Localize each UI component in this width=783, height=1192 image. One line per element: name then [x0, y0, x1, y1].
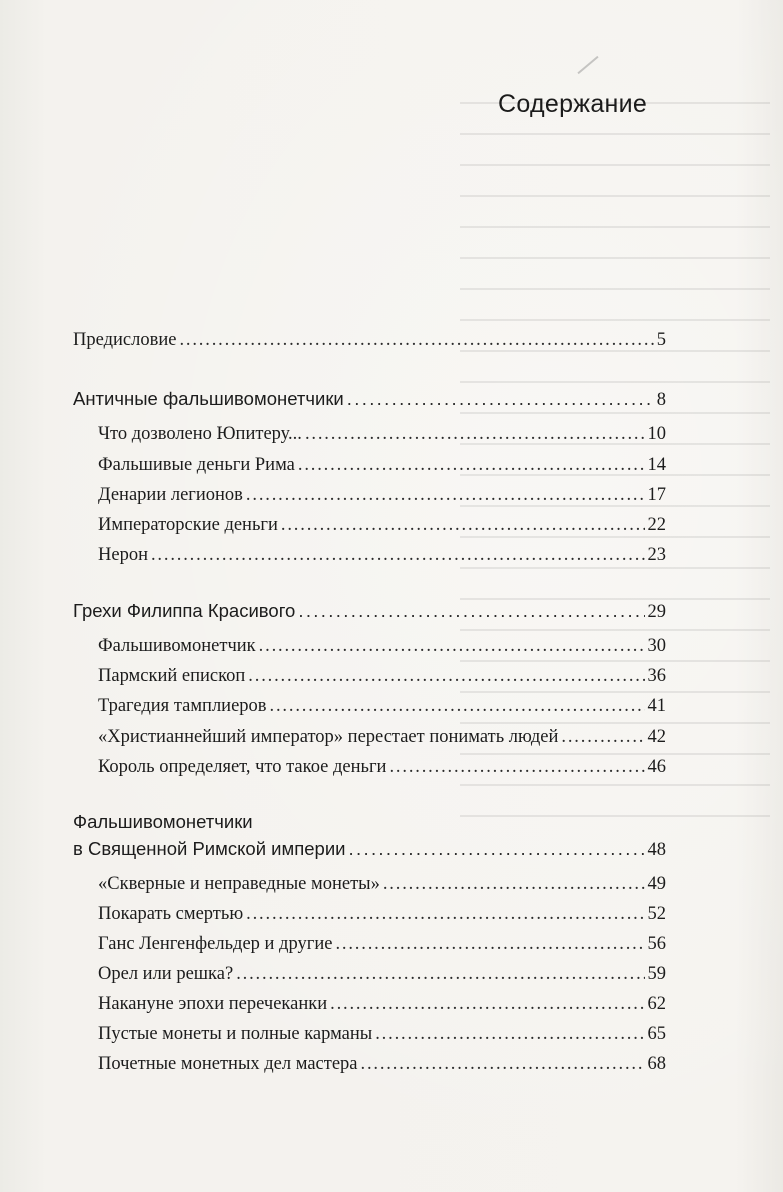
toc-entry-title: Трагедия тамплиеров	[98, 696, 267, 716]
toc-entry-title: Пармский епископ	[98, 666, 246, 686]
leader-dots	[270, 696, 645, 717]
toc-entry-section[interactable]	[98, 874, 666, 895]
leader-dots	[298, 455, 645, 476]
toc-entry-title: Почетные монетных дел мастера	[98, 1054, 358, 1074]
leader-dots	[281, 515, 645, 536]
toc-entry-section[interactable]	[98, 545, 666, 566]
toc-entry-section[interactable]	[98, 636, 666, 657]
toc-entry-page: 17	[647, 485, 666, 505]
toc-entry-title: Императорские деньги	[98, 515, 278, 535]
leader-dots	[298, 600, 644, 622]
toc-entry-chapter[interactable]	[73, 600, 666, 623]
toc-entry-title: Античные фальшивомонетчики	[73, 388, 344, 409]
toc-entry-title: Фальшивые деньги Рима	[98, 455, 295, 475]
toc-entry-chapter-title-line1[interactable]: Фальшивомонетчики	[73, 811, 253, 832]
toc-entry-page: 49	[647, 874, 666, 894]
toc-entry-section[interactable]	[98, 424, 666, 445]
toc-entry-section[interactable]	[98, 666, 666, 687]
leader-dots	[246, 485, 645, 506]
toc-entry-chapter[interactable]	[73, 388, 666, 411]
toc-entry-page: 14	[647, 455, 666, 475]
toc-entry-section[interactable]	[98, 515, 666, 536]
toc-entry-page: 22	[647, 515, 666, 535]
toc-entry-title: Пустые монеты и полные карманы	[98, 1024, 373, 1044]
leader-dots	[330, 994, 644, 1015]
toc-entry-section[interactable]	[98, 904, 666, 925]
toc-entry-title: Что дозволено Юпитеру...	[98, 424, 302, 444]
toc-entry-page: 36	[647, 666, 666, 686]
leader-dots	[347, 388, 654, 410]
toc-entry-page: 8	[656, 390, 666, 410]
leader-dots	[383, 874, 645, 895]
toc-entry-title: Предисловие	[73, 330, 177, 350]
toc-title: Содержание	[498, 90, 648, 118]
toc-entry-section[interactable]	[98, 1054, 666, 1075]
toc-entry-page: 48	[647, 840, 666, 860]
leader-dots	[236, 964, 644, 985]
toc-entry-title: Денарии легионов	[98, 485, 243, 505]
toc-entry-title: Фальшивомонетчик	[98, 636, 256, 656]
toc-entry-title: «Скверные и неправедные монеты»	[98, 874, 380, 894]
toc-entry-page: 23	[647, 545, 666, 565]
toc-entry-title: Король определяет, что такое деньги	[98, 757, 387, 777]
toc-entry-page: 62	[647, 994, 666, 1014]
leader-dots	[246, 904, 644, 925]
toc-entry-title: Покарать смертью	[98, 904, 244, 924]
toc-entry-section[interactable]	[98, 934, 666, 955]
toc-entry-section[interactable]	[98, 485, 666, 506]
toc-entry-page: 5	[656, 330, 666, 350]
leader-dots	[248, 666, 644, 687]
leader-dots	[179, 330, 653, 351]
toc-entry-section[interactable]	[98, 696, 666, 717]
leader-dots	[335, 934, 644, 955]
toc-entry-section[interactable]	[98, 994, 666, 1015]
toc-entry-section[interactable]	[98, 727, 666, 748]
toc-entry-section[interactable]	[98, 1024, 666, 1045]
toc-entry-page: 42	[647, 727, 666, 747]
leader-dots	[151, 545, 645, 566]
toc-entry-preface[interactable]	[73, 330, 666, 351]
leader-dots	[561, 727, 644, 748]
toc-entry-title: Накануне эпохи перечеканки	[98, 994, 328, 1014]
toc-entry-section[interactable]	[98, 455, 666, 476]
leader-dots	[375, 1024, 644, 1045]
leader-dots	[349, 838, 645, 860]
leader-dots	[389, 757, 644, 778]
toc-entry-title: в Священной Римской империи	[73, 838, 346, 859]
toc-entry-title: Нерон	[98, 545, 148, 565]
toc-entry-title: Грехи Филиппа Красивого	[73, 600, 296, 621]
toc-entry-page: 52	[647, 904, 666, 924]
toc-entry-page: 59	[647, 964, 666, 984]
toc-entry-page: 46	[647, 757, 666, 777]
toc-entry-title: «Христианнейший император» перестает понимать людей	[98, 727, 559, 747]
toc-entry-section[interactable]	[98, 757, 666, 778]
toc-entry-chapter[interactable]	[73, 838, 666, 861]
pencil-mark	[577, 56, 598, 74]
toc-entry-page: 29	[647, 602, 666, 622]
toc-entry-page: 68	[647, 1054, 666, 1074]
toc-entry-section[interactable]	[98, 964, 666, 985]
toc-entry-page: 10	[647, 424, 666, 444]
toc-entry-title: Орел или решка?	[98, 964, 234, 984]
leader-dots	[305, 424, 645, 445]
toc-entry-page: 56	[647, 934, 666, 954]
toc-entry-title: Ганс Ленгенфельдер и другие	[98, 934, 333, 954]
leader-dots	[259, 636, 645, 657]
toc-entry-page: 65	[647, 1024, 666, 1044]
toc-entry-page: 30	[647, 636, 666, 656]
leader-dots	[361, 1054, 645, 1075]
toc-entry-page: 41	[647, 696, 666, 716]
